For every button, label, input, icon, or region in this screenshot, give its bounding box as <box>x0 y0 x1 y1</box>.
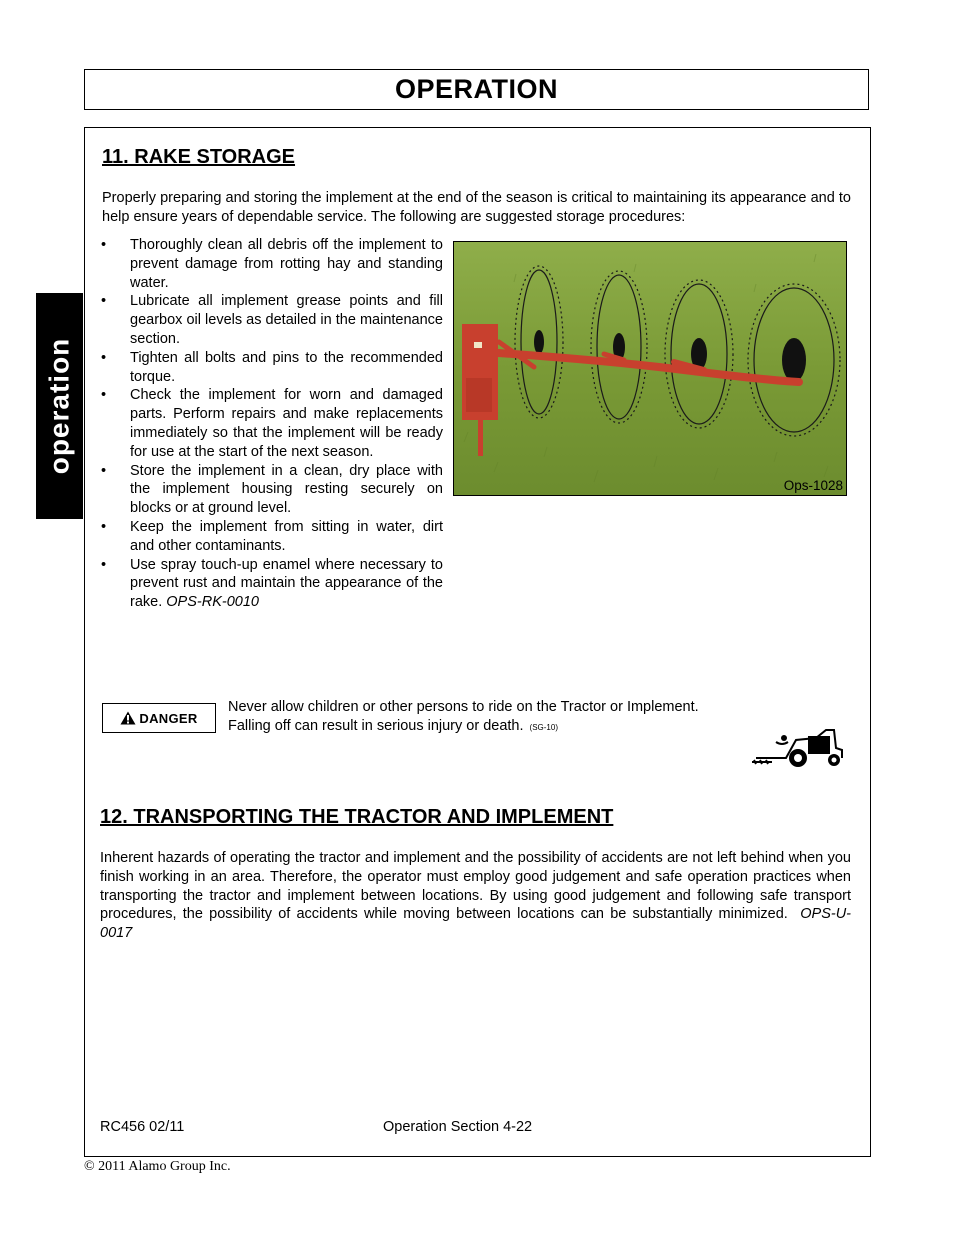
bullet-dot: • <box>101 387 107 404</box>
bullet-dot: • <box>101 237 107 253</box>
rake-illustration <box>454 242 847 496</box>
ops-reference: OPS-RK-0010 <box>166 594 259 611</box>
bullet-dot: • <box>101 556 107 573</box>
list-item: • Lubricate all implement grease points and fill gearbox oil levels as detailed in the maintenance section. <box>101 293 443 347</box>
footer-page-number: Operation Section 4-22 <box>383 1119 533 1135</box>
bullet-dot: • <box>101 462 107 479</box>
section-12-heading: 12. TRANSPORTING THE TRACTOR AND IMPLEMENT <box>100 806 614 828</box>
footer-model-date: RC456 02/11 <box>100 1119 185 1135</box>
danger-label: DANGER <box>139 710 198 726</box>
bullet-dot: • <box>101 293 107 310</box>
rake-photo <box>453 241 847 496</box>
ops-reference: OPS-U- 0017 <box>100 906 851 942</box>
danger-reference: (SG-10) <box>529 723 558 732</box>
section-side-tab <box>36 293 83 519</box>
list-item: • Keep the implement from sitting in water, dirt and other contaminants. <box>101 518 443 554</box>
danger-badge <box>102 703 216 733</box>
rider-fall-hazard-icon <box>746 720 846 775</box>
photo-caption: Ops-1028 <box>783 478 843 493</box>
list-item: • Store the implement in a clean, dry place with the implement housing resting securely on blocks or at ground level. <box>101 462 443 517</box>
list-item: • Thoroughly clean all debris off the implement to prevent damage from rotting hay and standing water. <box>101 237 443 291</box>
page-header <box>84 69 869 110</box>
danger-message <box>228 698 748 737</box>
danger-line-1: Never allow children or other persons to ride on the Tractor or Implement. <box>228 699 699 715</box>
list-item: • Use spray touch-up enamel where necessary to prevent rust and maintain the appearance of the rake. OPS-RK-0010 <box>101 556 443 611</box>
warning-triangle-icon <box>120 711 136 725</box>
section-11-heading: 11. RAKE STORAGE <box>102 146 296 168</box>
list-item: • Tighten all bolts and pins to the recommended torque. <box>101 349 443 385</box>
bullet-dot: • <box>101 349 107 366</box>
section-12-body: Inherent hazards of operating the tractor and implement and the possibility of accidents are not left behind when you finish working in an area. Therefore, the operator must employ good judgement and safe operation practices when transporting the tractor and implement between locations. By using good judgement and following safe transport procedures, the possibility of accidents while moving between locations can be substantially minimized. OPS-U- 0017 <box>100 850 851 942</box>
storage-procedures-list <box>101 236 443 612</box>
danger-line-2: Falling off can result in serious injury or death. <box>228 718 524 734</box>
page-title: OPERATION <box>394 74 558 104</box>
section-11-intro: Properly preparing and storing the implement at the end of the season is critical to maintaining its appearance and to help ensure years of dependable service. The following are suggested storage procedures: <box>102 190 851 225</box>
bullet-dot: • <box>101 518 107 535</box>
list-item: • Check the implement for worn and damaged parts. Perform repairs and make replacements immediately so that the implement will be ready for use at the start of the next season. <box>101 387 443 460</box>
copyright-notice: © 2011 Alamo Group Inc. <box>84 1159 231 1174</box>
side-tab-label: operation <box>43 337 75 475</box>
